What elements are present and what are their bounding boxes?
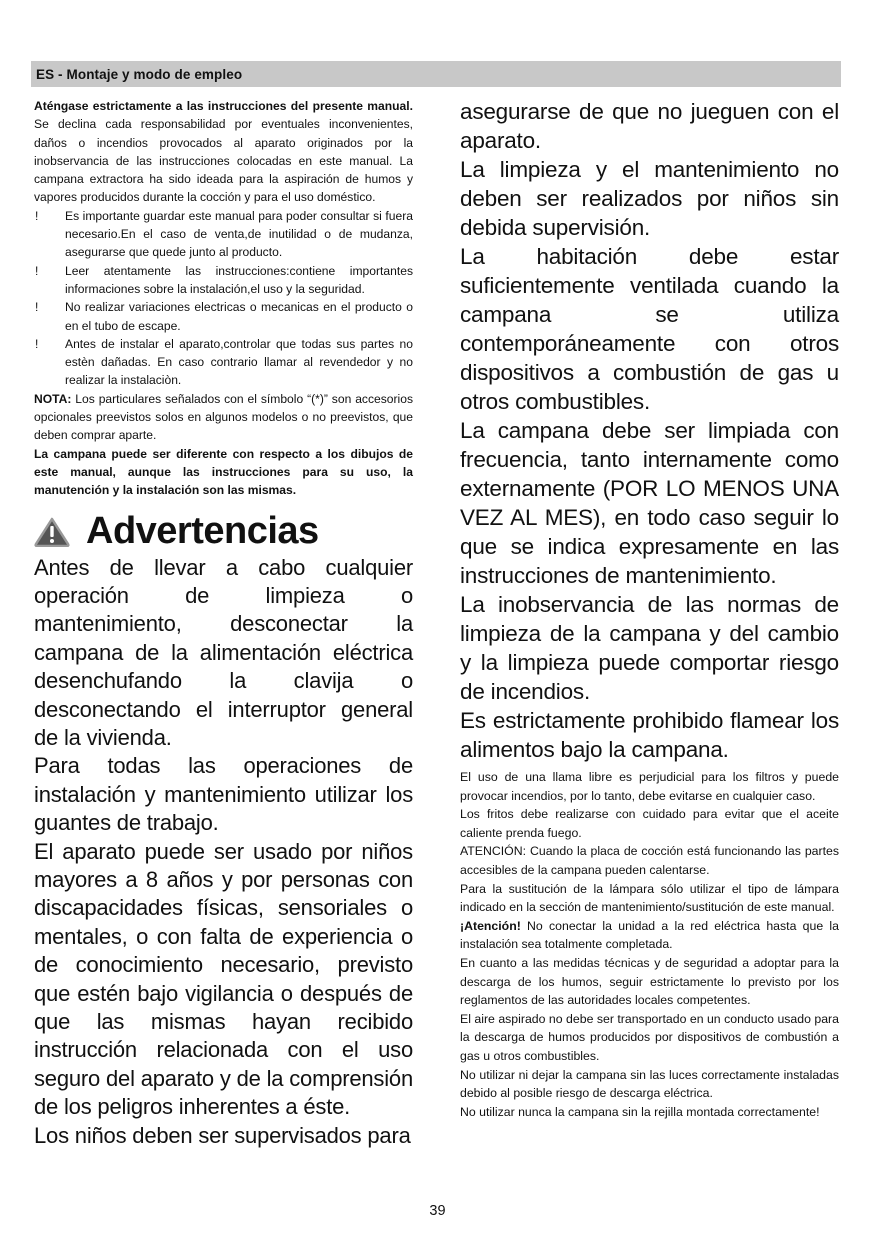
warning-icon — [34, 517, 70, 547]
atencion-paragraph — [460, 917, 839, 954]
intro-block — [34, 97, 413, 500]
warnings-heading — [34, 510, 413, 554]
note-paragraph: Los fritos debe realizarse con cuidado para evitar que el aceite caliente prenda fuego. — [460, 807, 839, 840]
right-column — [460, 97, 839, 1121]
warning-paragraph: Antes de llevar a cabo cualquier operación de limpieza o mantenimiento, desconectar la campana de la alimentación eléctrica desenchufando la clavija o desconectando el interruptor general de la vivienda. — [34, 554, 413, 750]
bullet-item — [34, 298, 413, 335]
small-notes — [460, 768, 839, 1121]
nota-label: NOTA: — [34, 391, 72, 406]
warnings-title: Advertencias — [86, 510, 319, 553]
note-paragraph: El uso de una llama libre es perjudicial para los filtros y puede provocar incendios, por lo tanto, debe evitarse en cualquier caso. — [460, 770, 839, 803]
warning-paragraph: Es estrictamente prohibido flamear los alimentos bajo la campana. — [460, 708, 839, 762]
bold-note-text: La campana puede ser diferente con respecto a los dibujos de este manual, aunque las instrucciones para su uso, la manutención y la instalación son las mismas. — [34, 446, 413, 498]
bullet-item — [34, 207, 413, 262]
bullet-text: Antes de instalar el aparato,controlar que todas sus partes no estèn dañadas. En caso contrario llamar al revendedor y no realizar la instalaciòn. — [65, 336, 413, 388]
exclamation-icon: ! — [35, 336, 39, 351]
intro-bold-text: Aténgase estrictamente a las instrucciones del presente manual. — [34, 99, 413, 113]
intro-paragraph — [34, 97, 413, 207]
warning-paragraph: La limpieza y el mantenimiento no deben ser realizados por niños sin debida supervisión. — [460, 157, 839, 240]
intro-text: Se declina cada responsabilidad por eventuales inconvenientes, daños o incendios provocados al aparato originados por la inobservancia de las instrucciones colocadas en este manual. La campana extractora ha sido ideada para la aspiración de humos y vapores producidos durante la cocción y para el uso doméstico. — [34, 117, 413, 205]
warning-paragraph: asegurarse de que no jueguen con el aparato. — [460, 99, 839, 153]
note-paragraph: En cuanto a las medidas técnicas y de seguridad a adoptar para la descarga de los humos, seguir estrictamente lo previsto por los reglamentos de las autoridades locales competentes. — [460, 955, 839, 1008]
warning-paragraph: El aparato puede ser usado por niños mayores a 8 años y por personas con discapacidades físicas, sensoriales o mentales, o con falta de experiencia o de conocimiento necesario, previsto que estén bajo vigilancia o después de que las mismas hayan recibido instrucción relacionada con el uso seguro del aparato y de la comprensión de los peligros inherentes a éste. — [34, 838, 413, 1120]
warning-paragraph: La campana debe ser limpiada con frecuencia, tanto internamente como externamente (POR LO MENOS UNA VEZ AL MES), en todo caso seguir lo que se indica expresamente en las instrucciones de mantenimiento. — [460, 418, 839, 588]
section-header-bar — [31, 61, 841, 87]
warning-paragraph: Para todas las operaciones de instalación y mantenimiento utilizar los guantes de trabajo. — [34, 753, 413, 836]
exclamation-icon: ! — [35, 300, 39, 315]
section-title: ES - Montaje y modo de empleo — [36, 67, 243, 82]
exclamation-icon: ! — [35, 208, 39, 223]
warnings-text-left — [34, 554, 413, 1151]
bullet-item — [34, 335, 413, 390]
bullet-text: No realizar variaciones electricas o mecanicas en el producto o en el tubo de escape. — [65, 300, 413, 333]
bullet-text: Leer atentamente las instrucciones:contiene importantes informaciones sobre la instalación,el uso y la seguridad. — [65, 263, 413, 296]
exclamation-icon: ! — [35, 263, 39, 278]
note-paragraph: El aire aspirado no debe ser transportado en un conducto usado para la descarga de humos producidos por dispositivos de combustión a gas u otros combustibles. — [460, 1011, 839, 1063]
warning-paragraph: La habitación debe estar suficientemente ventilada cuando la campana se utiliza contemporáneamente con otros dispositivos a combustión de gas u otros combustibles. — [460, 244, 839, 414]
warnings-text-right — [460, 97, 839, 764]
note-paragraph: No utilizar ni dejar la campana sin las luces correctamente instaladas debido al posible riesgo de descarga eléctrica. — [460, 1067, 839, 1101]
atencion-text: No conectar la unidad a la red eléctrica hasta que la instalación sea totalmente completada. — [460, 918, 839, 952]
note-paragraph: No utilizar nunca la campana sin la rejilla montada correctamente! — [460, 1104, 820, 1119]
warning-paragraph: Los niños deben ser supervisados para — [34, 1122, 411, 1148]
note-paragraph: Para la sustitución de la lámpara sólo utilizar el tipo de lámpara indicado en la sección de mantenimiento/sustitución de este manual. — [460, 881, 839, 915]
note-paragraph: ATENCIÓN: Cuando la placa de cocción está funcionando las partes accesibles de la campana pueden calentarse. — [460, 844, 839, 877]
nota-text: Los particulares señalados con el símbolo “(*)” son accesorios opcionales preevistos solos en algunos modelos o no preevistos, que deben comprar aparte. — [34, 391, 413, 443]
bullet-text: Es importante guardar este manual para poder consultar si fuera necesario.En el caso de venta,de inutilidad o de mudanza, asegurarse que quede junto al producto. — [65, 208, 413, 260]
bold-note — [34, 445, 413, 500]
left-column — [34, 97, 413, 1150]
nota-paragraph — [34, 390, 413, 445]
page-number: 39 — [429, 1203, 446, 1219]
bullet-item — [34, 262, 413, 299]
warning-paragraph: La inobservancia de las normas de limpieza de la campana y del cambio y la limpieza puede comportar riesgo de incendios. — [460, 592, 839, 704]
atencion-label: ¡Atención! — [460, 918, 521, 933]
